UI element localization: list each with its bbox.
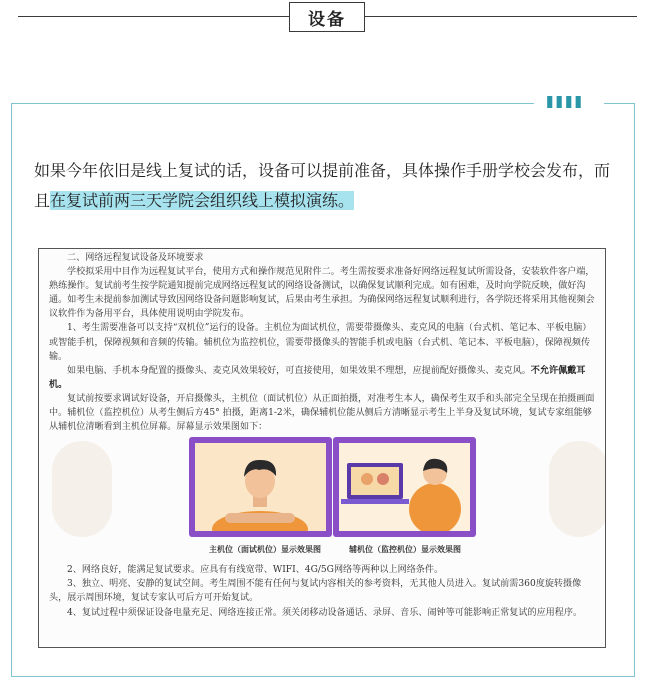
doc-paragraph: 1、考生需要准备可以支持“双机位”运行的设备。主机位为面试机位，需要带摄像头、麦克风的电脑（台式机、笔记本、平板电脑）或智能手机，保障视频和音频的传输。辅机位为监控机位，需要带摄像头的智能手机或电脑（台式机、笔记本、平板电脑），保障视频传输。 <box>49 323 592 362</box>
section-title: 设备 <box>289 2 365 32</box>
document-screenshot <box>38 248 606 648</box>
doc-paragraph: 4、复试过程中须保证设备电量充足、网络连接正常。须关闭移动设备通话、录屏、音乐、闹钟等可能影响正常复试的应用程序。 <box>67 607 583 618</box>
doc-paragraph: 学校拟采用中目作为远程复试平台，使用方式和操作规范见附件二。考生需按要求准备好网络远程复试所需设备，安装软件客户端，熟练操作。复试前考生按学院通知提前完成网络远程复试的网络设备测试，以确保复试顺利完成。如有困难，及时向学院反映，做好沟通。如考生未提前参加测试导致因网络设备问题影响复试，后果由考生承担。为确保网络远程复试顺利进行，各学院还将采用其他视频会议软件作为备用平台，具体使用说明由学院发布。 <box>49 267 595 320</box>
content-card <box>11 88 635 677</box>
intro-paragraph: 如果今年依旧是线上复试的话，设备可以提前准备，具体操作手册学校会发布，而且在复试前两三天学院会组织线上模拟演练。 <box>34 161 611 210</box>
figure-row <box>49 437 597 563</box>
header-rule-right <box>365 16 637 17</box>
highlighted-text: 在复试前两三天学院会组织线上模拟演练。 <box>50 191 355 210</box>
doc-paragraph: 如果电脑、手机本身配置的摄像头、麦克风效果较好，可直接使用，如果效果不理想，应提前配好摄像头、麦克风。不允许佩戴耳机。 <box>49 364 586 390</box>
student-illustration-icon <box>195 443 326 531</box>
figure-caption: 辅机位（监控机位）显示效果图 <box>349 544 461 555</box>
laptop-illustration-icon <box>339 443 470 531</box>
header-rule-left <box>18 16 289 17</box>
monitor-camera-figure <box>333 437 476 537</box>
doc-heading: 二、网络远程复试设备及环境要求 <box>67 253 204 263</box>
doc-paragraph: 复试前按要求调试好设备，开启摄像头，主机位（面试机位）从正面拍摄，对准考生本人，确保考生双手和头部完全呈现在拍摄画面中。辅机位（监控机位）从考生侧后方45° 拍摄，距离1-2米，确保辅机位能从侧后方清晰显示考生上半身及复试环境，复试专家组能够从辅机位清晰看到主机位屏幕。屏幕显示效果图如下： <box>49 393 595 433</box>
figure-caption: 主机位（面试机位）显示效果图 <box>209 544 321 555</box>
quote-mark-icon: "" <box>543 88 581 139</box>
emblem-watermark <box>549 441 606 537</box>
emblem-watermark <box>52 441 112 537</box>
doc-paragraph: 3、独立、明亮、安静的复试空间。考生周围不能有任何与复试内容相关的参考资料，无其他人员进入。复试前需360度旋转摄像头，展示周围环境，复试专家认可后方可开始复试。 <box>49 579 582 604</box>
main-camera-figure <box>189 437 332 537</box>
doc-paragraph: 2、网络良好，能满足复试要求。应具有有线宽带、WIFI、4G/5G网络等两种以上网络条件。 <box>67 565 444 576</box>
